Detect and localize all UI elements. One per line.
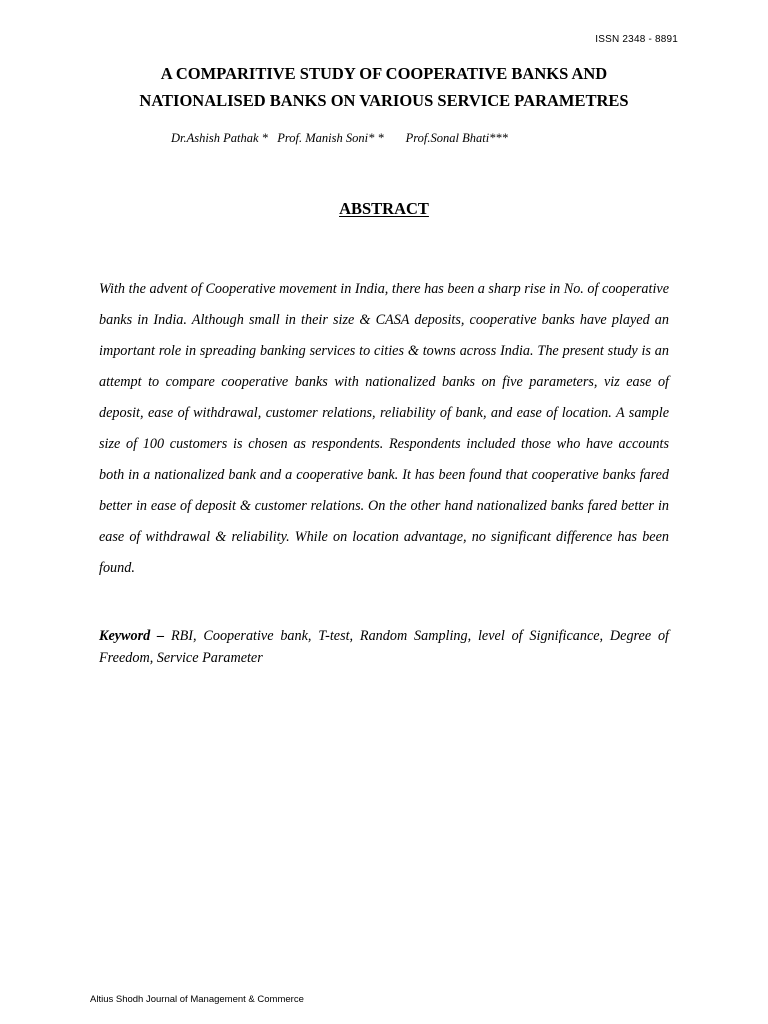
paper-title-line-2: NATIONALISED BANKS ON VARIOUS SERVICE PARAMETRES xyxy=(139,91,629,110)
paper-title xyxy=(0,60,768,114)
journal-footer: Altius Shodh Journal of Management & Commerce xyxy=(90,994,304,1005)
author-2: Prof. Manish Soni* * xyxy=(277,131,384,145)
issn-number: ISSN 2348 - 8891 xyxy=(595,34,678,45)
paper-title-line-1: A COMPARITIVE STUDY OF COOPERATIVE BANKS AND xyxy=(160,64,608,83)
author-3: Prof.Sonal Bhati*** xyxy=(405,131,508,145)
abstract-heading: ABSTRACT xyxy=(339,199,429,218)
keywords xyxy=(99,625,669,669)
author-1: Dr.Ashish Pathak * xyxy=(171,131,268,145)
abstract-body: With the advent of Cooperative movement in India, there has been a sharp rise in No. of cooperative banks in India. Although small in their size & CASA deposits, cooperative banks have played an important role in spreading banking services to cities & towns across India. The present study is an attempt to compare cooperative banks with nationalized banks on five parameters, viz ease of deposit, ease of withdrawal, customer relations, reliability of bank, and ease of location. A sample size of 100 customers is chosen as respondents. Respondents included those who have accounts both in a nationalized bank and a cooperative bank. It has been found that cooperative banks fared better in ease of deposit & customer relations. On the other hand nationalized banks fared better in ease of withdrawal & reliability. While on location advantage, no significant difference has been found. xyxy=(99,281,669,576)
keywords-text: RBI, Cooperative bank, T-test, Random Sampling, level of Significance, Degree of Freedom, Service Parameter xyxy=(99,628,669,666)
keywords-label: Keyword – xyxy=(99,628,165,644)
author-list xyxy=(171,131,508,146)
